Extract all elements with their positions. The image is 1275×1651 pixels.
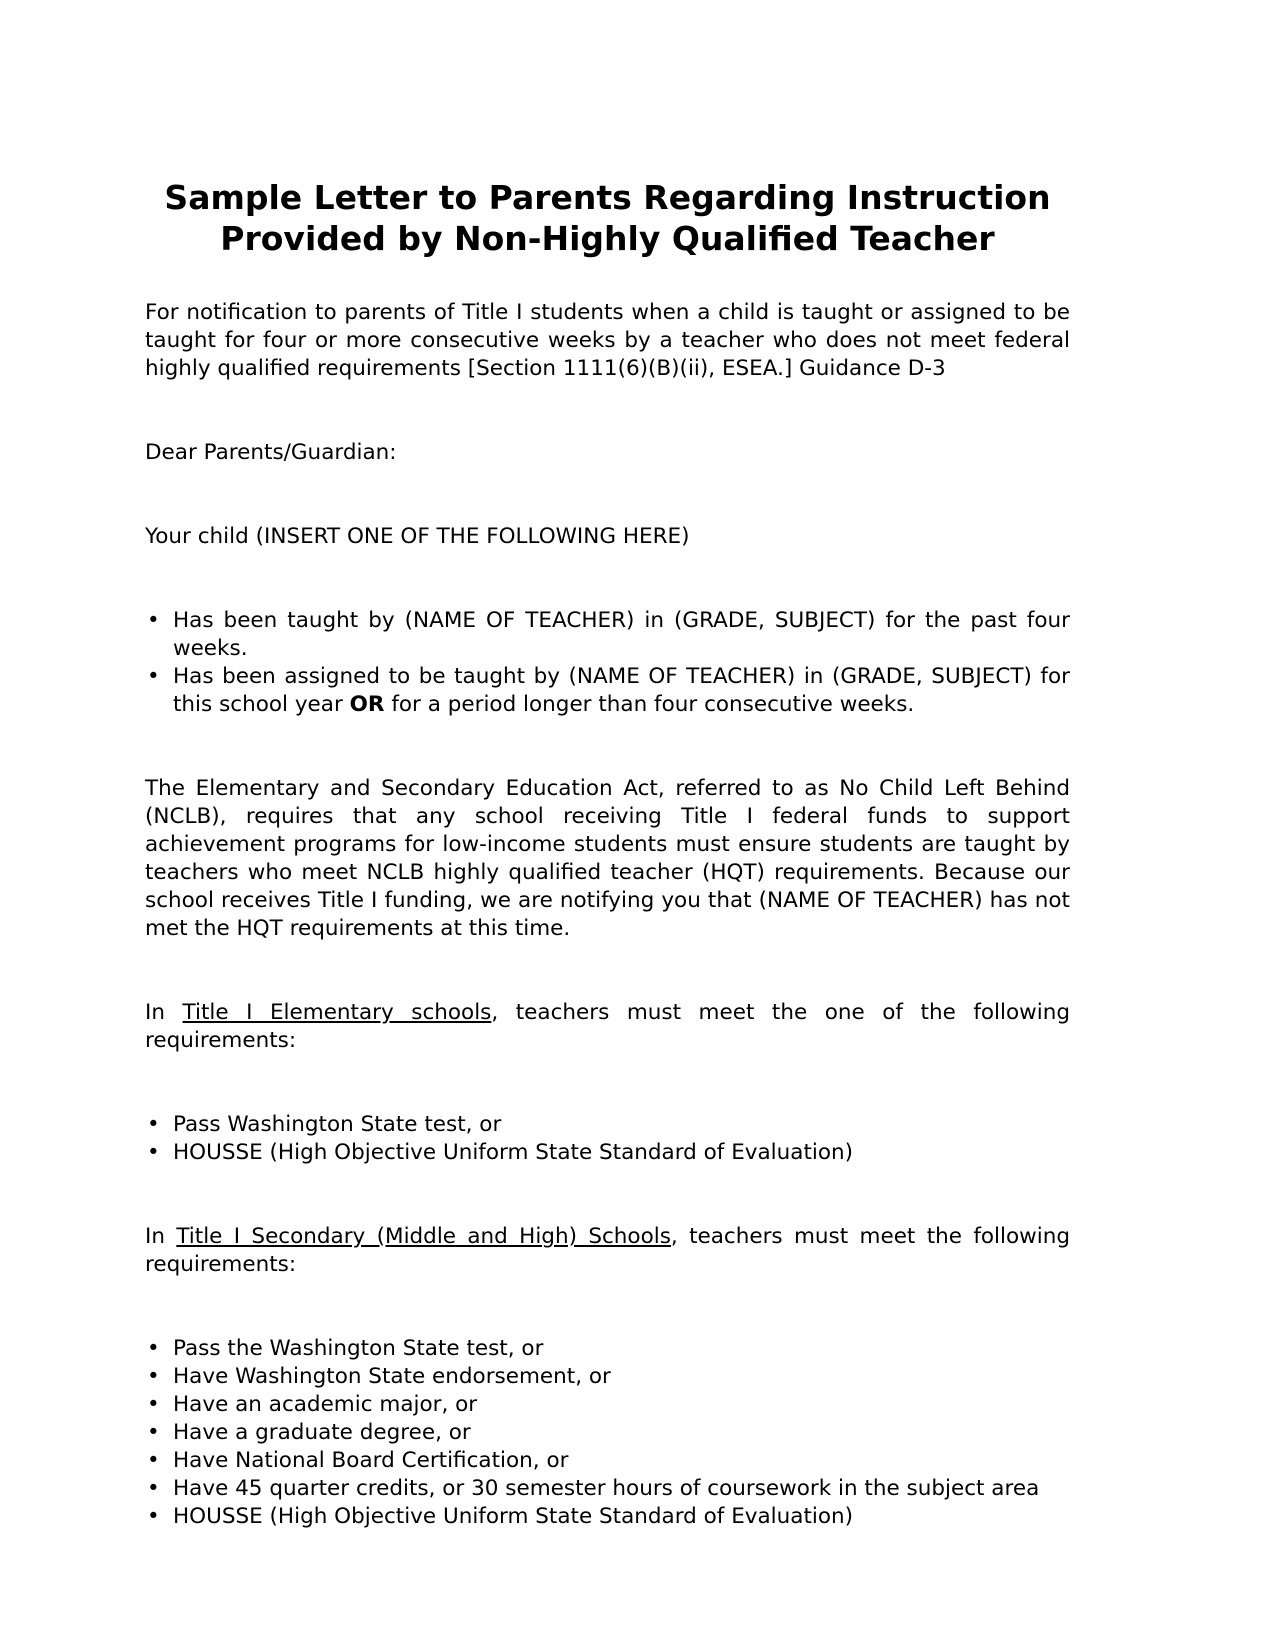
list-item (145, 607, 1070, 663)
salutation: Dear Parents/Guardian: (145, 440, 397, 466)
spacer (145, 495, 1070, 523)
secondary-requirements-intro (145, 1223, 1070, 1279)
spacer (145, 411, 1070, 439)
spacer (145, 579, 1070, 607)
elementary-post: , teachers must meet the one of the following requirements: (145, 1000, 1070, 1054)
list-item (145, 1503, 1070, 1531)
secondary-underlined-phrase: Title I Secondary (Middle and High) Schools (176, 1224, 671, 1250)
elementary-bullet: Pass Washington State test, or (173, 1112, 502, 1138)
secondary-bullet: Have 45 quarter credits, or 30 semester hours of coursework in the subject area (173, 1476, 1040, 1502)
option-bullet-list (145, 607, 1070, 719)
spacer (145, 1083, 1070, 1111)
list-item (145, 1447, 1070, 1475)
list-item (145, 1139, 1070, 1167)
secondary-bullet: Have an academic major, or (173, 1392, 478, 1418)
list-item (145, 1363, 1070, 1391)
secondary-bullet: HOUSSE (High Objective Uniform State Standard of Evaluation) (173, 1504, 854, 1530)
secondary-bullet: Have Washington State endorsement, or (173, 1364, 611, 1390)
document-title-line2: Provided by Non-Highly Qualified Teacher (220, 218, 995, 258)
option-bullet-1: Has been taught by (NAME OF TEACHER) in (GRADE, SUBJECT) for the past four weeks. (173, 608, 1070, 662)
elementary-bullet: HOUSSE (High Objective Uniform State Standard of Evaluation) (173, 1140, 854, 1166)
spacer (145, 971, 1070, 999)
your-child-line: Your child (INSERT ONE OF THE FOLLOWING HERE) (145, 524, 690, 550)
elementary-requirements-intro (145, 999, 1070, 1055)
secondary-bullet: Have National Board Certification, or (173, 1448, 569, 1474)
option-bullet-2-bold: OR (349, 692, 385, 718)
list-item (145, 1419, 1070, 1447)
secondary-post: , teachers must meet the following requirements: (145, 1224, 1070, 1278)
list-item (145, 1475, 1070, 1503)
intro-paragraph: For notification to parents of Title I students when a child is taught or assigned to be taught for four or more consecutive weeks by a teacher who does not meet federal highly qualified requirements [Section 1111(6)(B)(ii), ESEA.] Guidance D-3 (145, 300, 1070, 382)
list-item (145, 663, 1070, 719)
secondary-pre: In (145, 1224, 177, 1250)
list-item (145, 1391, 1070, 1419)
elementary-pre: In (145, 1000, 183, 1026)
list-item (145, 1111, 1070, 1139)
spacer (145, 1195, 1070, 1223)
list-item (145, 1335, 1070, 1363)
elementary-underlined-phrase: Title I Elementary schools (182, 1000, 492, 1026)
secondary-bullet: Have a graduate degree, or (173, 1420, 471, 1446)
secondary-bullet: Pass the Washington State test, or (173, 1336, 544, 1362)
spacer (145, 747, 1070, 775)
option-bullet-2-pre: Has been assigned to be taught by (NAME OF TEACHER) in (GRADE, SUBJECT) for this school year (173, 664, 1070, 718)
document-title-line1: Sample Letter to Parents Regarding Instruction (164, 178, 1051, 217)
option-bullet-2-post: for a period longer than four consecutive weeks. (384, 692, 915, 718)
document-title (145, 178, 1070, 259)
nclb-paragraph: The Elementary and Secondary Education Act, referred to as No Child Left Behind (NCLB), requires that any school receiving Title I federal funds to support achievement programs for low-income students must ensure students are taught by teachers who meet NCLB highly qualified teacher (HQT) requirements. Because our school receives Title I funding, we are notifying you that (NAME OF TEACHER) has not met the HQT requirements at this time. (145, 776, 1070, 942)
spacer (145, 1307, 1070, 1335)
secondary-bullet-list (145, 1335, 1070, 1531)
elementary-bullet-list (145, 1111, 1070, 1167)
